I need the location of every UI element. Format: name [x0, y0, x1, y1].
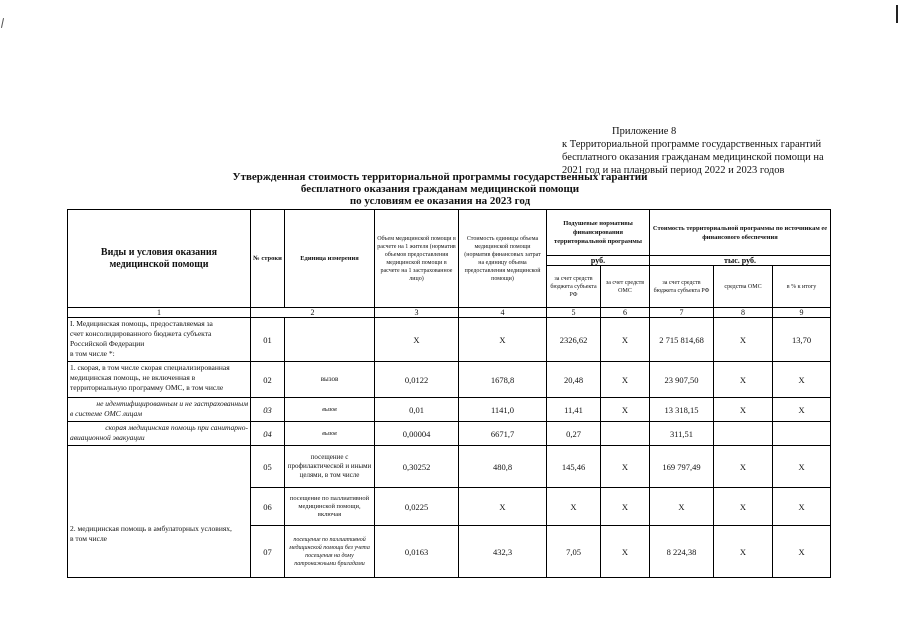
row-volume: 0,01: [375, 398, 459, 422]
row-line-number: 05: [251, 446, 285, 488]
row-budget: 2326,62: [547, 318, 601, 362]
row-unit: посещение по паллиативной медицинской помощи, включая: [285, 488, 375, 526]
row-name-line: 2. медицинская помощь в амбулаторных условиях,: [70, 524, 232, 533]
document-title: [180, 171, 700, 207]
header-unit: Единица измерения: [285, 210, 375, 308]
row-volume: 0,0163: [375, 526, 459, 578]
row-unit: вызов: [285, 398, 375, 422]
header-rub: руб.: [547, 256, 650, 266]
column-number: 2: [251, 308, 375, 318]
header-sub-percent: в % к итогу: [773, 266, 831, 308]
header-volume: Объем медицинской помощи в расчете на 1 жителя (норматив объемов предоставления медицинской помощи в расчете на 1 застрахованное лицо): [375, 210, 459, 308]
row-volume: 0,30252: [375, 446, 459, 488]
header-sub-oms: за счет средств ОМС: [601, 266, 650, 308]
column-number: 8: [714, 308, 773, 318]
row-name-line: авиационной эвакуации: [70, 433, 145, 442]
row-volume: 0,00004: [375, 422, 459, 446]
column-number: 5: [547, 308, 601, 318]
row-name-line: в системе ОМС лицам: [70, 409, 143, 418]
row-volume: Х: [375, 318, 459, 362]
row-name-line: в том числе *:: [70, 349, 115, 358]
appendix-number: Приложение 8: [612, 126, 677, 137]
column-number: 3: [375, 308, 459, 318]
row-name-ambulatory: [68, 446, 251, 578]
header-thous-rub: тыс. руб.: [650, 256, 831, 266]
row-oms-total: Х: [714, 398, 773, 422]
title-line: по условиям ее оказания на 2023 год: [349, 195, 531, 207]
table-row: [68, 362, 831, 398]
row-line-number: 07: [251, 526, 285, 578]
row-oms: [601, 422, 650, 446]
row-percent: [773, 422, 831, 446]
row-percent: Х: [773, 398, 831, 422]
header-unit-cost: Стоимость единицы объема медицинской помощи (норматив финансовых затрат на единицу объема предоставления медицинской помощи): [459, 210, 547, 308]
row-volume: 0,0122: [375, 362, 459, 398]
row-unit: посещение по паллиативной медицинской помощи без учета посещения на дому патронажными бригадами: [285, 526, 375, 578]
row-budget-total: 169 797,49: [650, 446, 714, 488]
row-volume: 0,0225: [375, 488, 459, 526]
row-budget-total: 2 715 814,68: [650, 318, 714, 362]
row-name: [68, 398, 251, 422]
row-line-number: 06: [251, 488, 285, 526]
row-line-number: 02: [251, 362, 285, 398]
row-line-number: 03: [251, 398, 285, 422]
scan-edge-mark: [896, 5, 898, 23]
title-line: Утвержденная стоимость территориальной программы государственных гарантий: [232, 171, 648, 183]
row-name: [68, 422, 251, 446]
row-name-line: в том числе: [70, 534, 108, 543]
row-oms: Х: [601, 398, 650, 422]
appendix-header: [562, 125, 862, 177]
row-unit: [285, 318, 375, 362]
row-name-line: Российской Федерации: [70, 339, 145, 348]
row-line-number: 01: [251, 318, 285, 362]
row-name: [68, 318, 251, 362]
column-number: 6: [601, 308, 650, 318]
row-name-line: счет консолидированного бюджета субъекта: [70, 329, 212, 338]
column-number: 1: [68, 308, 251, 318]
row-unit-cost: 1678,8: [459, 362, 547, 398]
row-name-line: I. Медицинская помощь, предоставляемая за: [70, 319, 213, 328]
row-budget-total: Х: [650, 488, 714, 526]
row-budget-total: 13 318,15: [650, 398, 714, 422]
header-per-capita: Подушевые нормативы финансирования территориальной программы: [547, 210, 650, 256]
row-oms: Х: [601, 488, 650, 526]
header-sub-budget-rf: за счет средств бюджета субъекта РФ: [650, 266, 714, 308]
row-percent: Х: [773, 526, 831, 578]
row-oms-total: Х: [714, 362, 773, 398]
table-row: [68, 398, 831, 422]
row-budget: 145,46: [547, 446, 601, 488]
row-budget: 11,41: [547, 398, 601, 422]
row-name-line: 1. скорая, в том числе скорая специализированная: [70, 363, 230, 372]
row-budget-total: 311,51: [650, 422, 714, 446]
column-number-row: [68, 308, 831, 318]
row-name-line: скорая медицинская помощь при санитарно-: [105, 423, 248, 432]
row-unit-cost: 1141,0: [459, 398, 547, 422]
row-percent: Х: [773, 488, 831, 526]
row-oms-total: Х: [714, 446, 773, 488]
column-number: 7: [650, 308, 714, 318]
row-oms-total: Х: [714, 318, 773, 362]
row-percent: Х: [773, 446, 831, 488]
row-budget: 0,27: [547, 422, 601, 446]
row-percent: Х: [773, 362, 831, 398]
appendix-line: 2021 год и на плановый период 2022 и 2023 годов: [562, 165, 785, 176]
row-budget-total: 8 224,38: [650, 526, 714, 578]
appendix-line: к Территориальной программе государственных гарантий: [562, 139, 822, 150]
header-line-number: № строки: [251, 210, 285, 308]
row-oms-total: [714, 422, 773, 446]
header-sub-budget: за счет средств бюджета субъекта РФ: [547, 266, 601, 308]
row-oms: Х: [601, 362, 650, 398]
row-budget: Х: [547, 488, 601, 526]
header-kind: Виды и условия оказания медицинской помощи: [68, 210, 251, 308]
row-unit: посещение с профилактической и иными целями, в том числе: [285, 446, 375, 488]
row-oms-total: Х: [714, 526, 773, 578]
row-name-line: медицинская помощь, не включенная в: [70, 373, 196, 382]
row-oms: Х: [601, 526, 650, 578]
row-budget-total: 23 907,50: [650, 362, 714, 398]
appendix-line: бесплатного оказания гражданам медицинской помощи на: [562, 152, 824, 163]
title-line: бесплатного оказания гражданам медицинской помощи: [300, 183, 580, 195]
row-unit-cost: 480,8: [459, 446, 547, 488]
column-number: 9: [773, 308, 831, 318]
row-percent: 13,70: [773, 318, 831, 362]
row-unit-cost: Х: [459, 488, 547, 526]
scan-edge-mark: [1, 18, 4, 28]
row-name: [68, 362, 251, 398]
row-budget: 20,48: [547, 362, 601, 398]
column-number: 4: [459, 308, 547, 318]
row-name-line: не идентифицированным и не застрахованным: [96, 399, 248, 408]
row-name-line: территориальную программу ОМС, в том числе: [70, 383, 224, 392]
row-unit: вызов: [285, 422, 375, 446]
row-oms-total: Х: [714, 488, 773, 526]
table-row: [68, 446, 831, 488]
table-row: [68, 318, 831, 362]
header-program-cost: Стоимость территориальной программы по источникам ее финансового обеспечения: [650, 210, 831, 256]
header-sub-oms-funds: средства ОМС: [714, 266, 773, 308]
row-unit-cost: Х: [459, 318, 547, 362]
row-line-number: 04: [251, 422, 285, 446]
row-oms: Х: [601, 446, 650, 488]
table-row: [68, 422, 831, 446]
row-unit-cost: 432,3: [459, 526, 547, 578]
row-unit-cost: 6671,7: [459, 422, 547, 446]
row-budget: 7,05: [547, 526, 601, 578]
row-oms: Х: [601, 318, 650, 362]
cost-table: [67, 209, 831, 578]
row-unit: вызов: [285, 362, 375, 398]
